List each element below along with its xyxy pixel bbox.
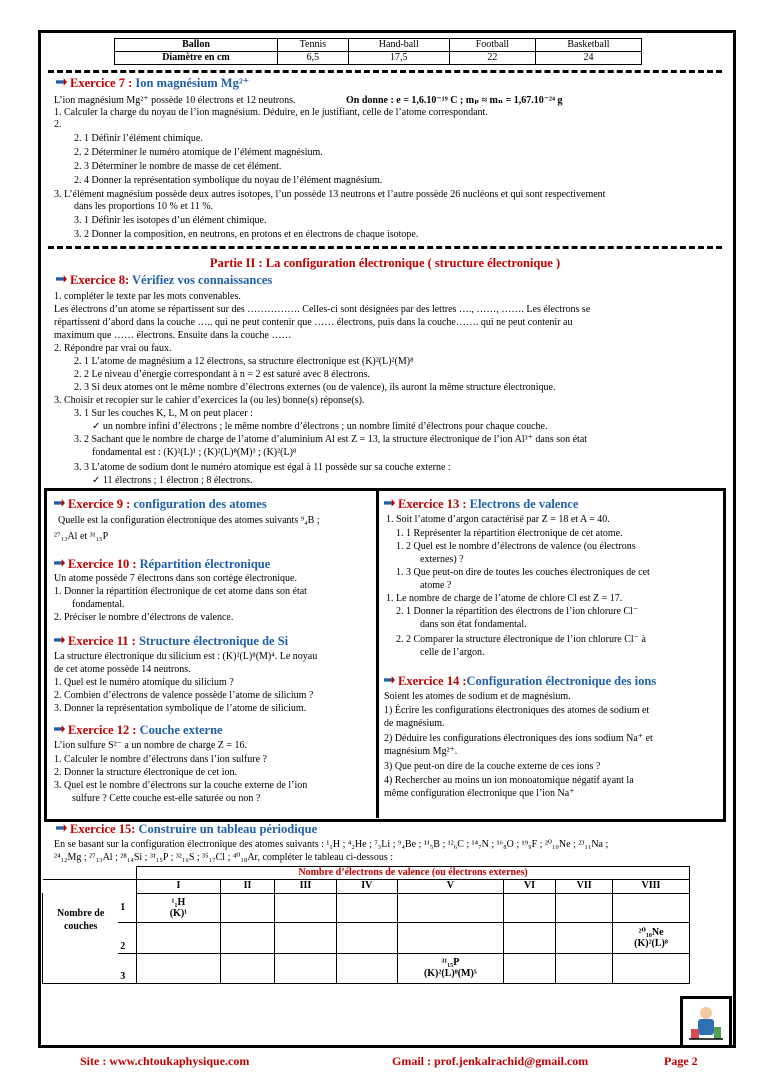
table-cell: Diamètre en cm	[115, 52, 278, 65]
text-line: 4) Rechercher au moins un ion monoatomique négatif ayant la	[384, 775, 634, 786]
exercise-14-title: Exercice 14 :Configuration électronique des ions	[384, 674, 656, 689]
part-title: Partie II : La configuration électronique ( structure électronique )	[209, 256, 561, 270]
text-line: de cet atome possède 14 neutrons.	[54, 664, 191, 675]
text-line: sulfure ? Cette couche est-elle saturée ou non ?	[72, 793, 261, 804]
table-cell: 22	[449, 52, 535, 65]
footer-page: Page 2	[664, 1054, 698, 1068]
text-line: fondamental.	[72, 599, 125, 610]
table-cell	[118, 867, 136, 880]
table-cell: Football	[449, 39, 535, 52]
text-line: 1. Donner la répartition électronique de cet atome dans son état	[54, 586, 307, 597]
text-line: 2. 3 Si deux atomes ont le même nombre d’électrons externes (ou de valence), ils auront la même structure électronique.	[74, 382, 556, 393]
table-cell	[43, 867, 119, 880]
table-cell	[220, 953, 275, 983]
exercise-7-title: Exercice 7 : Ion magnésium Mg²⁺	[56, 76, 249, 91]
table-cell	[275, 893, 336, 922]
text-line: 3) Que peut-on dire de la couche externe de ces ions ?	[384, 761, 601, 772]
cell-h: ¹₁H (K)¹	[137, 893, 221, 922]
teacher-logo	[680, 996, 732, 1048]
table-cell	[613, 953, 690, 983]
text-line: magnésium Mg²⁺.	[384, 746, 458, 757]
text-line: maximum que …… électrons. Ensuite dans la couche ……	[54, 330, 292, 341]
text-line: même configuration électronique que l’ion Na⁺	[384, 788, 575, 799]
text-line: Un atome possède 7 électrons dans son cortège électronique.	[54, 573, 297, 584]
text-line: L’ion magnésium Mg²⁺ possède 10 électrons et 12 neutrons.	[54, 95, 296, 106]
row-number: 2	[118, 922, 136, 953]
text-line: 3. Donner la représentation symbolique de l’atome de silicium.	[54, 703, 307, 714]
exercise-9-title: Exercice 9 : configuration des atomes	[54, 497, 267, 512]
table-cell	[275, 953, 336, 983]
table-cell	[503, 953, 555, 983]
footer-gmail: Gmail : prof.jenkalrachid@gmail.com	[392, 1054, 589, 1068]
table-cell	[503, 893, 555, 922]
text-line: 2. Répondre par vrai ou faux.	[54, 343, 172, 354]
text-line: 1. Calculer le nombre d’électrons dans l’ion sulfure ?	[54, 754, 267, 765]
table-cell	[397, 893, 503, 922]
text-line: 2. Donner la structure électronique de cet ion.	[54, 767, 237, 778]
text-line: 2. 2 Le niveau d’énergie correspondant à n = 2 est saturé avec 8 électrons.	[74, 369, 370, 380]
text-line: Soient les atomes de sodium et de magnésium.	[384, 691, 571, 702]
text-line: 2. Préciser le nombre d’électrons de valence.	[54, 612, 234, 623]
hand-pointer-icon	[384, 498, 395, 509]
hand-pointer-icon	[54, 724, 65, 735]
section-divider	[48, 246, 722, 249]
footer-site: Site : www.chtoukaphysique.com	[80, 1054, 250, 1068]
table-cell	[137, 922, 221, 953]
table-cell: 24	[535, 52, 641, 65]
column-divider	[376, 488, 379, 818]
text-line: ✓ un nombre infini d’électrons ; le même nombre d’électrons ; un nombre limité d’électrons pour chaque couche.	[92, 421, 548, 432]
hand-pointer-icon	[56, 823, 67, 834]
text-line: fondamental est : (K)²(L)¹ ; (K)²(L)⁸(M)³ ; (K)²(L)⁸	[92, 447, 297, 458]
text-line: 2. 2 Comparer la structure électronique de l’ion chlorure Cl⁻ à	[396, 634, 646, 645]
col-header: II	[220, 879, 275, 893]
table-cell	[275, 922, 336, 953]
text-line: 1. 2 Quel est le nombre d’électrons de valence (ou électrons	[396, 541, 636, 552]
text-line: 2. 1 L’atome de magnésium a 12 électrons, sa structure électronique est (K)²(L)²(M)⁸	[74, 356, 414, 367]
text-line: dans son état fondamental.	[420, 619, 527, 630]
text-line: 1. Calculer la charge du noyau de l’ion magnésium. Déduire, en le justifiant, celle de l’atome correspondant.	[54, 107, 488, 118]
footer-rule	[48, 1046, 722, 1047]
text-line: celle de l’argon.	[420, 647, 485, 658]
table-cell	[336, 893, 397, 922]
hand-pointer-icon	[54, 498, 65, 509]
periodic-table	[42, 866, 690, 984]
text-line: 2. Combien d’électrons de valence possède l’atome de silicium ?	[54, 690, 314, 701]
valence-header: Nombre d’électrons de valence (ou électrons externes)	[137, 867, 690, 880]
table-cell	[118, 879, 136, 893]
cell-p: ³¹₁₅P (K)²(L)⁸(M)⁵	[397, 953, 503, 983]
section-divider	[48, 70, 722, 73]
text-line: 2.	[54, 119, 62, 130]
table-cell: Tennis	[277, 39, 348, 52]
row-label: Nombre de couches	[43, 893, 119, 983]
table-cell	[220, 893, 275, 922]
text-line: ✓ 11 électrons ; 1 électron ; 8 électrons.	[92, 475, 253, 486]
table-cell	[336, 922, 397, 953]
text-line: 3. Quel est le nombre d’électrons sur la couche externe de l’ion	[54, 780, 308, 791]
text-line: La structure électronique du silicium est : (K)²(L)⁸(M)⁴. Le noyau	[54, 651, 318, 662]
text-line: 1. 1 Représenter la répartition électronique de cet atome.	[396, 528, 623, 539]
text-line: 1. Quel est le numéro atomique du silicium ?	[54, 677, 234, 688]
table-cell	[503, 922, 555, 953]
col-header: VII	[556, 879, 613, 893]
text-line: 3. Choisir et recopier sur le cahier d’exercices la (ou les) bonne(s) réponse(s).	[54, 395, 365, 406]
text-line: 1. Le nombre de charge de l’atome de chlore Cl est Z = 17.	[386, 593, 623, 604]
table-cell	[336, 953, 397, 983]
text-line: 3. 3 L’atome de sodium dont le numéro atomique est égal à 11 possède sur sa couche externe :	[74, 462, 451, 473]
text-line: L’ion sulfure S²⁻ a un nombre de charge Z = 16.	[54, 740, 248, 751]
table-cell: 6,5	[277, 52, 348, 65]
table-cell	[220, 922, 275, 953]
text-line: 3. 2 Sachant que le nombre de charge de l’atome d’aluminium Al est Z = 13, la structure électronique de l’ion Al³⁺ dans son état	[74, 434, 588, 445]
table-cell: 17,5	[348, 52, 449, 65]
table-cell: Hand-ball	[348, 39, 449, 52]
table-cell	[556, 893, 613, 922]
ball-diameter-table	[114, 38, 642, 65]
text-line: ²⁷₁₃Al et ³¹₁₅P	[54, 531, 109, 542]
exercise-15-title: Exercice 15: Construire un tableau périodique	[56, 822, 317, 837]
text-line: 2. 1 Donner la répartition des électrons de l’ion chlorure Cl⁻	[396, 606, 639, 617]
text-line: Les électrons d’un atome se répartissent sur des ……………. Celles-ci sont désignées par des lettres …., ……, ……. Les électrons se	[54, 304, 591, 315]
text-line: 1) Écrire les configurations électroniques des atomes de sodium et	[384, 705, 650, 716]
exercise-10-title: Exercice 10 : Répartition électronique	[54, 557, 270, 572]
table-cell	[556, 953, 613, 983]
text-line: dans les proportions 10 % et 11 %.	[74, 201, 214, 212]
text-line: répartissent d’abord dans la couche ….. qui ne peut contenir que …… électrons, puis dans la couche……. qui ne peut contenir au	[54, 317, 573, 328]
text-line: 2. 4 Donner la représentation symbolique du noyau de l’élément magnésium.	[74, 175, 383, 186]
col-header: III	[275, 879, 336, 893]
text-line: 1. compléter le texte par les mots convenables.	[54, 291, 241, 302]
text-line: atome ?	[420, 580, 452, 591]
text-line: 3. 1 Définir les isotopes d’un élément chimique.	[74, 215, 267, 226]
text-line: externes) ?	[420, 554, 464, 565]
hand-pointer-icon	[384, 675, 395, 686]
table-cell	[137, 953, 221, 983]
col-header: IV	[336, 879, 397, 893]
hand-pointer-icon	[54, 635, 65, 646]
text-line: On donne : e = 1,6.10⁻¹⁹ C ; mₚ ≈ mₙ = 1,67.10⁻²⁴ g	[346, 95, 563, 106]
text-line: de magnésium.	[384, 718, 445, 729]
hand-pointer-icon	[56, 77, 67, 88]
table-cell	[43, 879, 119, 893]
text-line: 2. 3 Déterminer le nombre de masse de cet élément.	[74, 161, 282, 172]
text-line: 3. L’élément magnésium possède deux autres isotopes, l’un possède 13 neutrons et l’autre possède 26 nucléons et qui sont respectivement	[54, 189, 606, 200]
scientist-logo-icon	[683, 999, 729, 1045]
text-line: 3. 1 Sur les couches K, L, M on peut placer :	[74, 408, 253, 419]
text-line: ²⁴₁₂Mg ; ²⁷₁₃Al ; ²⁸₁₄Si ; ³¹₁₅P ; ³²₁₆S ; ³⁵₁₇Cl ; ⁴⁰₁₈Ar, compléter le tableau ci-dessous :	[54, 852, 393, 863]
row-number: 3	[118, 953, 136, 983]
text-line: 1. 3 Que peut-on dire de toutes les couches électroniques de cet	[396, 567, 650, 578]
row-number: 1	[118, 893, 136, 922]
text-line: En se basant sur la configuration électronique des atomes suivants : ¹₁H ; ⁴₂He ; ⁷₃Li ; ⁹₄Be ; ¹¹₅B ; ¹²₆C ; ¹⁴₇N ; ¹⁶₈O ; ¹⁹₉F ; ²⁰₁₀Ne ; ²³₁₁Na ;	[54, 839, 609, 850]
table-cell	[613, 893, 690, 922]
text-line: 2. 2 Déterminer le numéro atomique de l’élément magnésium.	[74, 147, 323, 158]
text-line: 3. 2 Donner la composition, en neutrons, en protons et en électrons de chaque isotope.	[74, 229, 419, 240]
cell-ne: ²⁰₁₀Ne (K)²(L)⁸	[613, 922, 690, 953]
text-line: Quelle est la configuration électronique des atomes suivants ⁹₄B ;	[58, 515, 320, 526]
hand-pointer-icon	[54, 558, 65, 569]
exercise-11-title: Exercice 11 : Structure électronique de Si	[54, 634, 288, 649]
table-cell	[556, 922, 613, 953]
table-cell: Ballon	[115, 39, 278, 52]
col-header: VIII	[613, 879, 690, 893]
text-line: 2. 1 Définir l’élément chimique.	[74, 133, 203, 144]
hand-pointer-icon	[56, 274, 67, 285]
text-line: 1. Soit l’atome d’argon caractérisé par Z = 18 et A = 40.	[386, 514, 610, 525]
table-cell	[397, 922, 503, 953]
text-line: 2) Déduire les configurations électroniques des ions sodium Na⁺ et	[384, 733, 653, 744]
exercise-12-title: Exercice 12 : Couche externe	[54, 723, 223, 738]
table-cell: Basketball	[535, 39, 641, 52]
col-header: I	[137, 879, 221, 893]
exercise-13-title: Exercice 13 : Electrons de valence	[384, 497, 578, 512]
exercise-8-title: Exercice 8: Vérifiez vos connaissances	[56, 273, 272, 288]
col-header: V	[397, 879, 503, 893]
col-header: VI	[503, 879, 555, 893]
